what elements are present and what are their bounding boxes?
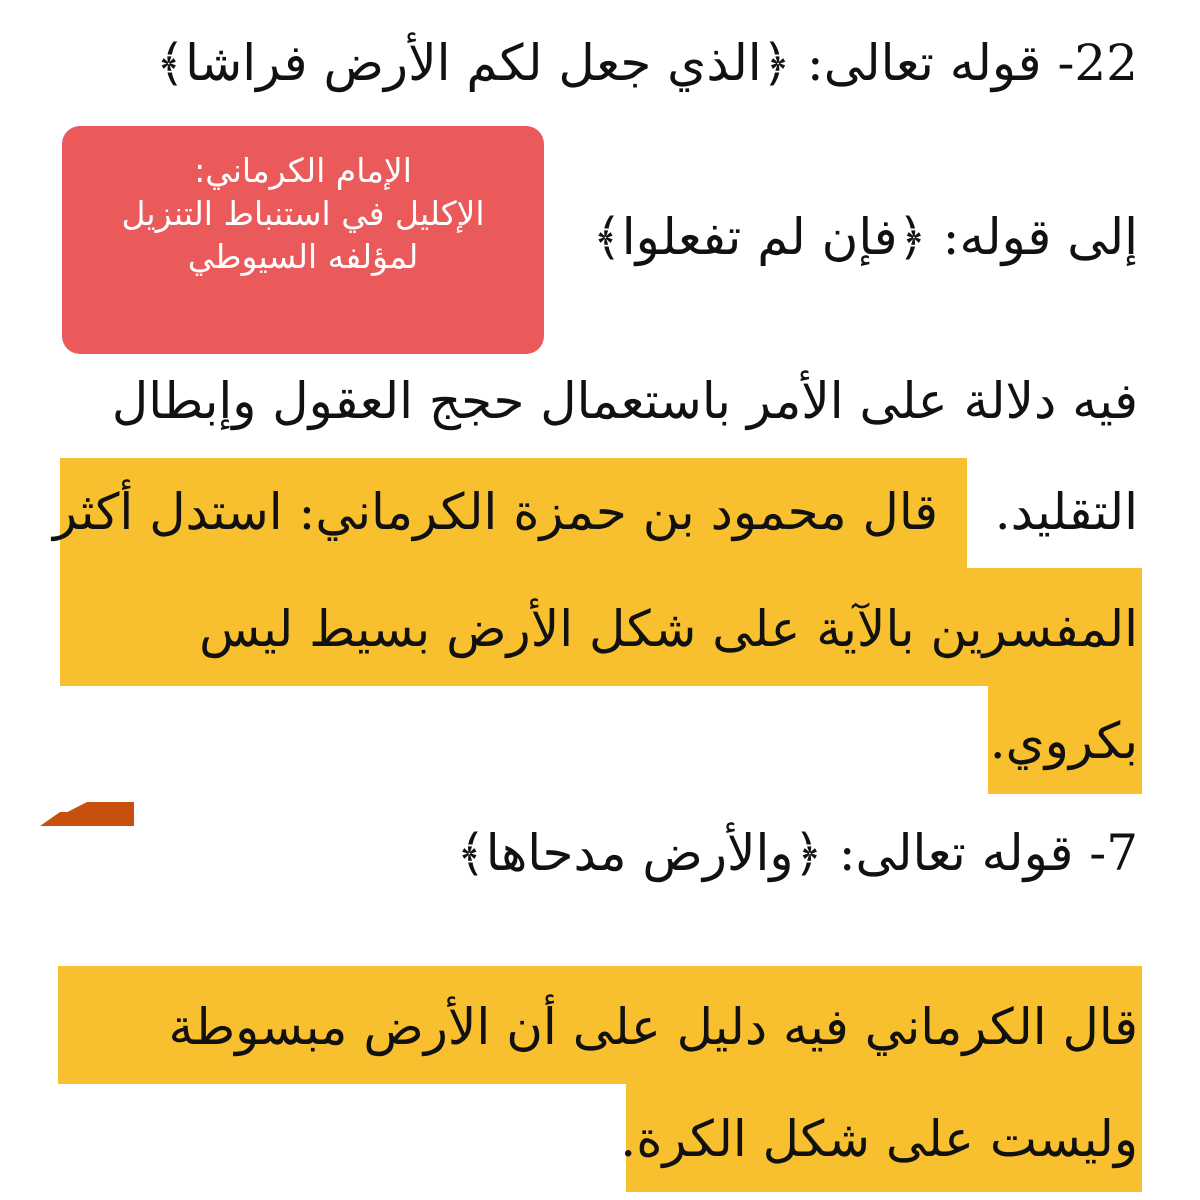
quote-line-3: بكروي. <box>989 712 1138 770</box>
verse-heading-7: 7- قوله تعالى: ﴿والأرض مدحاها﴾ <box>456 824 1138 882</box>
callout-line-2: الإكليل في استنباط التنزيل <box>121 193 485 233</box>
commentary-line-2-plain: التقليد. <box>994 483 1138 541</box>
chevron-marker-icon <box>40 802 134 826</box>
callout-line-1: الإمام الكرماني: <box>194 151 412 190</box>
verse-subheading: إلى قوله: ﴿فإن لم تفعلوا﴾ <box>592 208 1138 266</box>
quote-line-1: قال محمود بن حمزة الكرماني: استدل أكثر <box>52 483 938 541</box>
quote-line-5: وليست على شكل الكرة. <box>620 1110 1138 1168</box>
verse-heading-22: 22- قوله تعالى: ﴿الذي جعل لكم الأرض فراشا﴾ <box>155 34 1138 92</box>
source-callout <box>62 126 544 354</box>
commentary-line-1: فيه دلالة على الأمر باستعمال حجج العقول وإبطال <box>111 372 1138 430</box>
callout-line-3: لمؤلفه السيوطي <box>187 236 419 276</box>
quote-line-2: المفسرين بالآية على شكل الأرض بسيط ليس <box>199 600 1138 658</box>
quote-line-4: قال الكرماني فيه دليل على أن الأرض مبسوطة <box>168 998 1138 1056</box>
